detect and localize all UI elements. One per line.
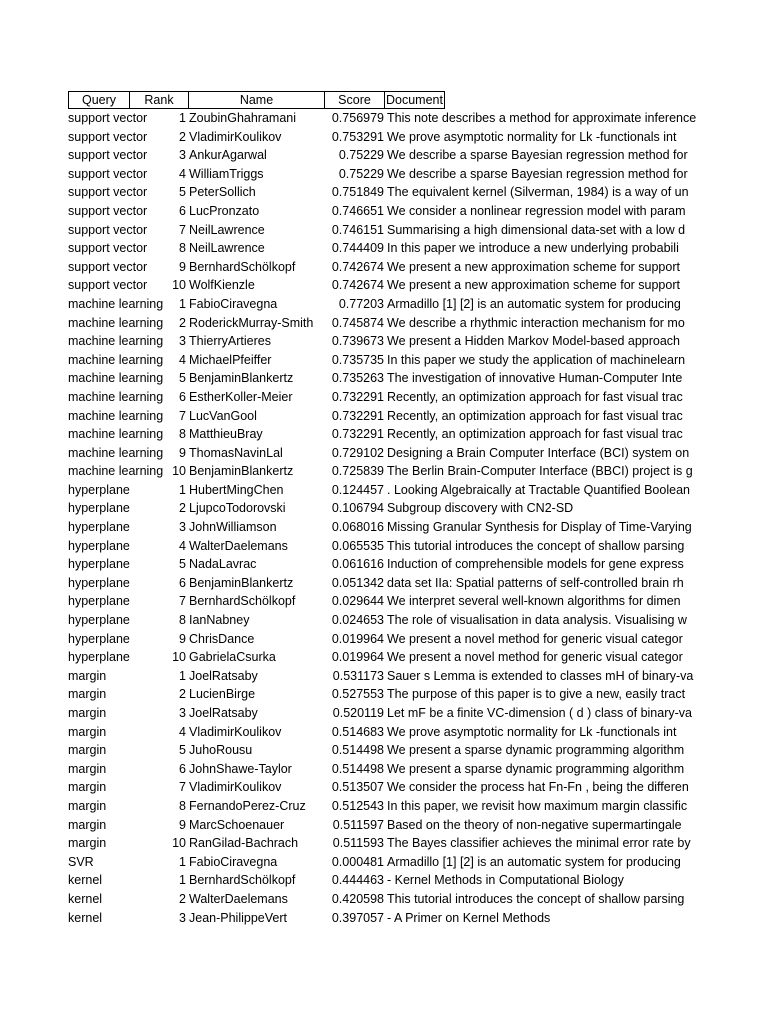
score-cell[interactable]: 0.514683 — [331, 724, 384, 739]
table-row — [0, 239, 768, 258]
table-row — [0, 146, 768, 165]
rank-cell[interactable]: 6 — [179, 389, 186, 404]
rank-cell[interactable]: 1 — [179, 482, 186, 497]
score-cell[interactable]: 0.751849 — [331, 185, 384, 200]
rank-cell[interactable]: 2 — [179, 687, 186, 702]
score-cell[interactable]: 0.527553 — [331, 687, 384, 702]
score-cell[interactable]: 0.732291 — [331, 389, 384, 404]
rank-cell[interactable]: 3 — [179, 334, 186, 349]
name-cell[interactable]: RoderickMurray-Smith — [189, 315, 314, 330]
score-cell[interactable]: 0.732291 — [331, 408, 384, 423]
score-cell[interactable]: 0.019964 — [331, 650, 384, 665]
header-name[interactable]: Name — [188, 91, 325, 109]
query-cell[interactable]: margin — [68, 798, 107, 813]
document-cell[interactable]: Induction of comprehensible models for gene express — [387, 557, 684, 572]
header-score[interactable]: Score — [324, 91, 385, 109]
rank-cell[interactable]: 4 — [179, 538, 186, 553]
rank-cell[interactable]: 10 — [172, 278, 186, 293]
name-cell[interactable]: NadaLavrac — [189, 557, 257, 572]
score-cell[interactable]: 0.746651 — [331, 203, 384, 218]
document-cell[interactable]: The role of visualisation in data analysis. Visualising w — [387, 613, 687, 628]
name-cell[interactable]: IanNabney — [189, 613, 250, 628]
name-cell[interactable]: JuhoRousu — [189, 743, 253, 758]
query-cell[interactable]: margin — [68, 706, 107, 720]
table-row — [0, 574, 768, 593]
document-cell[interactable]: We present a novel method for generic visual categor — [387, 650, 683, 665]
name-cell[interactable]: JoelRatsaby — [189, 706, 258, 720]
document-cell[interactable]: We present a new approximation scheme for support — [387, 259, 680, 274]
query-cell[interactable]: hyperplane — [68, 557, 130, 572]
rank-cell[interactable]: 7 — [179, 780, 186, 795]
name-cell[interactable]: WolfKienzle — [189, 278, 255, 293]
document-cell[interactable]: Missing Granular Synthesis for Display of Time-Varying — [387, 520, 692, 535]
rank-cell[interactable]: 4 — [179, 166, 186, 181]
table-row — [0, 407, 768, 426]
name-cell[interactable]: BernhardSchölkopf — [189, 873, 296, 888]
name-cell[interactable]: MarcSchoenauer — [189, 817, 285, 832]
query-cell[interactable]: kernel — [68, 910, 103, 925]
name-cell[interactable]: FernandoPerez-Cruz — [189, 798, 306, 813]
name-cell[interactable]: BenjaminBlankertz — [189, 575, 294, 590]
score-cell[interactable]: 0.746151 — [331, 222, 384, 237]
rank-cell[interactable]: 7 — [179, 594, 186, 609]
query-cell[interactable]: support vector — [68, 185, 148, 200]
document-cell[interactable]: We consider a nonlinear regression model with param — [387, 203, 686, 218]
document-cell[interactable]: We interpret several well-known algorithms for dimen — [387, 594, 681, 609]
query-cell[interactable]: machine learning — [68, 464, 164, 479]
table-row — [0, 853, 768, 872]
rank-cell[interactable]: 9 — [179, 631, 186, 646]
name-cell[interactable]: JoelRatsaby — [189, 668, 258, 683]
table-row — [0, 499, 768, 518]
query-cell[interactable]: hyperplane — [68, 594, 130, 609]
document-cell[interactable]: In this paper we introduce a new underlying probabili — [387, 241, 679, 256]
document-cell[interactable]: We present a sparse dynamic programming algorithm — [387, 761, 685, 776]
table-row — [0, 518, 768, 537]
table-row — [0, 444, 768, 463]
name-cell[interactable]: VladimirKoulikov — [189, 129, 282, 144]
score-cell[interactable]: 0.735735 — [331, 352, 384, 367]
rank-cell[interactable]: 7 — [179, 408, 186, 423]
rank-cell[interactable]: 8 — [179, 613, 186, 628]
score-cell[interactable]: 0.511597 — [332, 817, 384, 832]
query-cell[interactable]: margin — [68, 761, 107, 776]
score-cell[interactable]: 0.514498 — [331, 761, 384, 776]
rank-cell[interactable]: 5 — [179, 557, 186, 572]
document-cell[interactable]: We describe a rhythmic interaction mechanism for mo — [387, 315, 685, 330]
rank-cell[interactable]: 6 — [179, 761, 186, 776]
query-cell[interactable]: margin — [68, 687, 107, 702]
table-row — [0, 909, 768, 928]
query-cell[interactable]: kernel — [68, 891, 103, 906]
document-cell[interactable]: - Kernel Methods in Computational Biology — [387, 873, 624, 888]
score-cell[interactable]: 0.051342 — [331, 575, 384, 590]
score-cell[interactable]: 0.725839 — [331, 464, 384, 479]
header-rank[interactable]: Rank — [129, 91, 189, 109]
table-row — [0, 797, 768, 816]
rank-cell[interactable]: 10 — [172, 836, 186, 851]
table-row — [0, 611, 768, 630]
table-row — [0, 667, 768, 686]
name-cell[interactable]: WalterDaelemans — [189, 538, 288, 553]
score-cell[interactable]: 0.068016 — [331, 520, 384, 535]
query-cell[interactable]: margin — [68, 780, 107, 795]
name-cell[interactable]: PeterSollich — [189, 185, 256, 200]
name-cell[interactable]: BernhardSchölkopf — [189, 594, 296, 609]
score-cell[interactable]: 0.742674 — [331, 259, 384, 274]
document-cell[interactable]: The Berlin Brain-Computer Interface (BBCI) project is g — [387, 464, 693, 479]
name-cell[interactable]: FabioCiravegna — [189, 296, 278, 311]
document-cell[interactable]: We describe a sparse Bayesian regression method for — [387, 148, 688, 163]
rank-cell[interactable]: 2 — [179, 129, 186, 144]
score-cell[interactable]: 0.029644 — [331, 594, 384, 609]
rank-cell[interactable]: 1 — [179, 854, 186, 869]
table-row — [0, 425, 768, 444]
table-row — [0, 592, 768, 611]
table-row — [0, 834, 768, 853]
query-cell[interactable]: machine learning — [68, 408, 164, 423]
table-row — [0, 723, 768, 742]
table-row — [0, 778, 768, 797]
name-cell[interactable]: ThierryArtieres — [189, 334, 271, 349]
query-cell[interactable]: margin — [68, 836, 107, 851]
query-cell[interactable]: hyperplane — [68, 501, 130, 516]
name-cell[interactable]: MatthieuBray — [189, 427, 263, 442]
rank-cell[interactable]: 2 — [179, 501, 186, 516]
rank-cell[interactable]: 3 — [179, 706, 186, 720]
name-cell[interactable]: ZoubinGhahramani — [189, 111, 297, 125]
name-cell[interactable]: EstherKoller-Meier — [189, 389, 293, 404]
name-cell[interactable]: BenjaminBlankertz — [189, 371, 294, 386]
query-cell[interactable]: machine learning — [68, 371, 164, 386]
rank-cell[interactable]: 5 — [179, 185, 186, 200]
query-cell[interactable]: hyperplane — [68, 520, 130, 535]
document-cell[interactable]: - A Primer on Kernel Methods — [387, 910, 551, 925]
query-cell[interactable]: machine learning — [68, 445, 164, 460]
score-cell[interactable]: 0.520119 — [332, 706, 384, 720]
score-cell[interactable]: 0.531173 — [332, 668, 384, 683]
document-cell[interactable]: This tutorial introduces the concept of shallow parsing — [387, 891, 685, 906]
name-cell[interactable]: ThomasNavinLal — [189, 445, 283, 460]
document-cell[interactable]: We describe a sparse Bayesian regression method for — [387, 166, 688, 181]
query-cell[interactable]: margin — [68, 724, 107, 739]
name-cell[interactable]: RanGilad-Bachrach — [189, 836, 299, 851]
score-cell[interactable]: 0.745874 — [331, 315, 384, 330]
document-cell[interactable]: We present a novel method for generic visual categor — [387, 631, 683, 646]
document-cell[interactable]: Let mF be a finite VC-dimension ( d ) class of binary-va — [387, 706, 692, 720]
score-cell[interactable]: 0.77203 — [338, 296, 384, 311]
document-cell[interactable]: . Looking Algebraically at Tractable Quantified Boolean — [387, 482, 690, 497]
rank-cell[interactable]: 5 — [179, 743, 186, 758]
document-cell[interactable]: We present a sparse dynamic programming algorithm — [387, 743, 685, 758]
document-cell[interactable]: We consider the process hat Fn-Fn , being the differen — [387, 780, 689, 795]
score-cell[interactable]: 0.732291 — [331, 427, 384, 442]
score-cell[interactable]: 0.756979 — [331, 111, 384, 125]
header-document[interactable]: Document — [384, 91, 445, 109]
query-cell[interactable]: support vector — [68, 222, 148, 237]
query-cell[interactable]: support vector — [68, 129, 148, 144]
name-cell[interactable]: NeilLawrence — [189, 241, 265, 256]
rank-cell[interactable]: 2 — [179, 315, 186, 330]
document-cell[interactable]: data set IIa: Spatial patterns of self-controlled brain rh — [387, 575, 684, 590]
table-row — [0, 221, 768, 240]
table-row — [0, 555, 768, 574]
table-row — [0, 276, 768, 295]
rank-cell[interactable]: 9 — [179, 817, 186, 832]
table-row — [0, 165, 768, 184]
query-cell[interactable]: support vector — [68, 259, 148, 274]
name-cell[interactable]: FabioCiravegna — [189, 854, 278, 869]
score-cell[interactable]: 0.513507 — [331, 780, 384, 795]
score-cell[interactable]: 0.729102 — [331, 445, 384, 460]
table-row — [0, 388, 768, 407]
query-cell[interactable]: machine learning — [68, 334, 164, 349]
table-row — [0, 314, 768, 333]
document-cell[interactable]: We prove asymptotic normality for Lk -functionals int — [387, 724, 677, 739]
document-cell[interactable]: Sauer s Lemma is extended to classes mH of binary-va — [387, 668, 694, 683]
rank-cell[interactable]: 10 — [172, 464, 186, 479]
rank-cell[interactable]: 10 — [172, 650, 186, 665]
document-cell[interactable]: Designing a Brain Computer Interface (BCI) system on — [387, 445, 690, 460]
table-row — [0, 630, 768, 649]
score-cell[interactable]: 0.420598 — [331, 891, 384, 906]
document-cell[interactable]: Recently, an optimization approach for fast visual trac — [387, 408, 683, 423]
rank-cell[interactable]: 7 — [179, 222, 186, 237]
query-cell[interactable]: machine learning — [68, 352, 164, 367]
name-cell[interactable]: NeilLawrence — [189, 222, 265, 237]
document-cell[interactable]: Recently, an optimization approach for fast visual trac — [387, 427, 683, 442]
name-cell[interactable]: LjupcoTodorovski — [189, 501, 286, 516]
name-cell[interactable]: AnkurAgarwal — [189, 148, 267, 163]
name-cell[interactable]: LucienBirge — [189, 687, 256, 702]
score-cell[interactable]: 0.75229 — [338, 148, 384, 163]
query-cell[interactable]: hyperplane — [68, 575, 130, 590]
table-row — [0, 760, 768, 779]
name-cell[interactable]: GabrielaCsurka — [189, 650, 276, 665]
query-cell[interactable]: machine learning — [68, 389, 164, 404]
document-cell[interactable]: This note describes a method for approximate inference — [387, 111, 697, 125]
name-cell[interactable]: MichaelPfeiffer — [189, 352, 272, 367]
query-cell[interactable]: margin — [68, 743, 107, 758]
score-cell[interactable]: 0.124457 — [331, 482, 384, 497]
score-cell[interactable]: 0.512543 — [331, 798, 384, 813]
name-cell[interactable]: WilliamTriggs — [189, 166, 264, 181]
query-cell[interactable]: hyperplane — [68, 538, 130, 553]
rank-cell[interactable]: 5 — [179, 371, 186, 386]
table-row — [0, 648, 768, 667]
name-cell[interactable]: WalterDaelemans — [189, 891, 288, 906]
document-cell[interactable]: This tutorial introduces the concept of shallow parsing — [387, 538, 685, 553]
document-cell[interactable]: We prove asymptotic normality for Lk -functionals int — [387, 129, 677, 144]
score-cell[interactable]: 0.511593 — [332, 836, 384, 851]
document-cell[interactable]: Based on the theory of non-negative supermartingale — [387, 817, 682, 832]
rank-cell[interactable]: 4 — [179, 724, 186, 739]
rank-cell[interactable]: 8 — [179, 798, 186, 813]
table-row — [0, 816, 768, 835]
score-cell[interactable]: 0.735263 — [331, 371, 384, 386]
query-cell[interactable]: support vector — [68, 166, 148, 181]
table-row — [0, 741, 768, 760]
score-cell[interactable]: 0.019964 — [331, 631, 384, 646]
table-row — [0, 537, 768, 556]
query-cell[interactable]: support vector — [68, 278, 148, 293]
score-cell[interactable]: 0.000481 — [331, 854, 384, 869]
query-cell[interactable]: hyperplane — [68, 482, 130, 497]
name-cell[interactable]: ChrisDance — [189, 631, 255, 646]
rank-cell[interactable]: 6 — [179, 203, 186, 218]
query-cell[interactable]: kernel — [68, 873, 103, 888]
score-cell[interactable]: 0.444463 — [331, 873, 384, 888]
score-cell[interactable]: 0.744409 — [331, 241, 384, 256]
query-cell[interactable]: SVR — [68, 854, 94, 869]
score-cell[interactable]: 0.753291 — [331, 129, 384, 144]
table-row — [0, 871, 768, 890]
score-cell[interactable]: 0.514498 — [331, 743, 384, 758]
rank-cell[interactable]: 1 — [179, 668, 186, 683]
query-cell[interactable]: machine learning — [68, 427, 164, 442]
document-cell[interactable]: Subgroup discovery with CN2-SD — [387, 501, 574, 516]
table-row — [0, 890, 768, 909]
rank-cell[interactable]: 2 — [179, 891, 186, 906]
score-cell[interactable]: 0.106794 — [331, 501, 384, 516]
table-row — [0, 128, 768, 147]
document-cell[interactable]: We present a Hidden Markov Model-based approach — [387, 334, 680, 349]
rank-cell[interactable]: 1 — [179, 296, 186, 311]
rank-cell[interactable]: 6 — [179, 575, 186, 590]
score-cell[interactable]: 0.739673 — [331, 334, 384, 349]
document-cell[interactable]: Recently, an optimization approach for fast visual trac — [387, 389, 683, 404]
document-cell[interactable]: The equivalent kernel (Silverman, 1984) is a way of un — [387, 185, 689, 200]
name-cell[interactable]: LucPronzato — [189, 203, 260, 218]
name-cell[interactable]: LucVanGool — [189, 408, 257, 423]
table-row — [0, 183, 768, 202]
score-cell[interactable]: 0.024653 — [331, 613, 384, 628]
query-cell[interactable]: hyperplane — [68, 631, 130, 646]
document-cell[interactable]: In this paper we study the application of machinelearn — [387, 352, 686, 367]
name-cell[interactable]: JohnWilliamson — [189, 520, 277, 535]
score-cell[interactable]: 0.065535 — [331, 538, 384, 553]
table-row — [0, 481, 768, 500]
query-cell[interactable]: support vector — [68, 241, 148, 256]
rank-cell[interactable]: 3 — [179, 910, 186, 925]
query-cell[interactable]: margin — [68, 668, 107, 683]
document-cell[interactable]: Armadillo [1] [2] is an automatic system for producing — [387, 854, 681, 869]
name-cell[interactable]: JohnShawe-Taylor — [189, 761, 292, 776]
name-cell[interactable]: BernhardSchölkopf — [189, 259, 296, 274]
query-cell[interactable]: hyperplane — [68, 613, 130, 628]
table-row — [0, 109, 768, 128]
query-cell[interactable]: support vector — [68, 111, 148, 125]
score-cell[interactable]: 0.742674 — [331, 278, 384, 293]
document-cell[interactable]: Summarising a high dimensional data-set with a low d — [387, 222, 686, 237]
rank-cell[interactable]: 9 — [179, 445, 186, 460]
header-query[interactable]: Query — [68, 91, 130, 109]
rank-cell[interactable]: 3 — [179, 520, 186, 535]
document-cell[interactable]: Armadillo [1] [2] is an automatic system for producing — [387, 296, 681, 311]
table-row — [0, 704, 768, 723]
document-cell[interactable]: The investigation of innovative Human-Computer Inte — [387, 371, 683, 386]
table-row — [0, 258, 768, 277]
table-row — [0, 295, 768, 314]
document-cell[interactable]: The purpose of this paper is to give a new, easily tract — [387, 687, 686, 702]
table-row — [0, 462, 768, 481]
name-cell[interactable]: HubertMingChen — [189, 482, 284, 497]
name-cell[interactable]: VladimirKoulikov — [189, 724, 282, 739]
score-cell[interactable]: 0.061616 — [331, 557, 384, 572]
score-cell[interactable]: 0.397057 — [331, 910, 384, 925]
query-cell[interactable]: machine learning — [68, 315, 164, 330]
query-cell[interactable]: support vector — [68, 148, 148, 163]
name-cell[interactable]: Jean-PhilippeVert — [189, 910, 287, 925]
rank-cell[interactable]: 3 — [179, 148, 186, 163]
table-row — [0, 202, 768, 221]
rank-cell[interactable]: 9 — [179, 259, 186, 274]
rank-cell[interactable]: 8 — [179, 427, 186, 442]
query-cell[interactable]: margin — [68, 817, 107, 832]
query-cell[interactable]: machine learning — [68, 296, 164, 311]
score-cell[interactable]: 0.75229 — [338, 166, 384, 181]
table-row — [0, 685, 768, 704]
rank-cell[interactable]: 4 — [179, 352, 186, 367]
rank-cell[interactable]: 1 — [179, 873, 186, 888]
table-row — [0, 351, 768, 370]
query-cell[interactable]: support vector — [68, 203, 148, 218]
document-cell[interactable]: In this paper, we revisit how maximum margin classific — [387, 798, 688, 813]
table-row — [0, 332, 768, 351]
table-body — [0, 109, 768, 927]
document-cell[interactable]: The Bayes classifier achieves the minimal error rate by — [387, 836, 691, 851]
rank-cell[interactable]: 8 — [179, 241, 186, 256]
rank-cell[interactable]: 1 — [179, 111, 186, 125]
name-cell[interactable]: VladimirKoulikov — [189, 780, 282, 795]
document-cell[interactable]: We present a new approximation scheme for support — [387, 278, 680, 293]
query-cell[interactable]: hyperplane — [68, 650, 130, 665]
name-cell[interactable]: BenjaminBlankertz — [189, 464, 294, 479]
table-row — [0, 369, 768, 388]
